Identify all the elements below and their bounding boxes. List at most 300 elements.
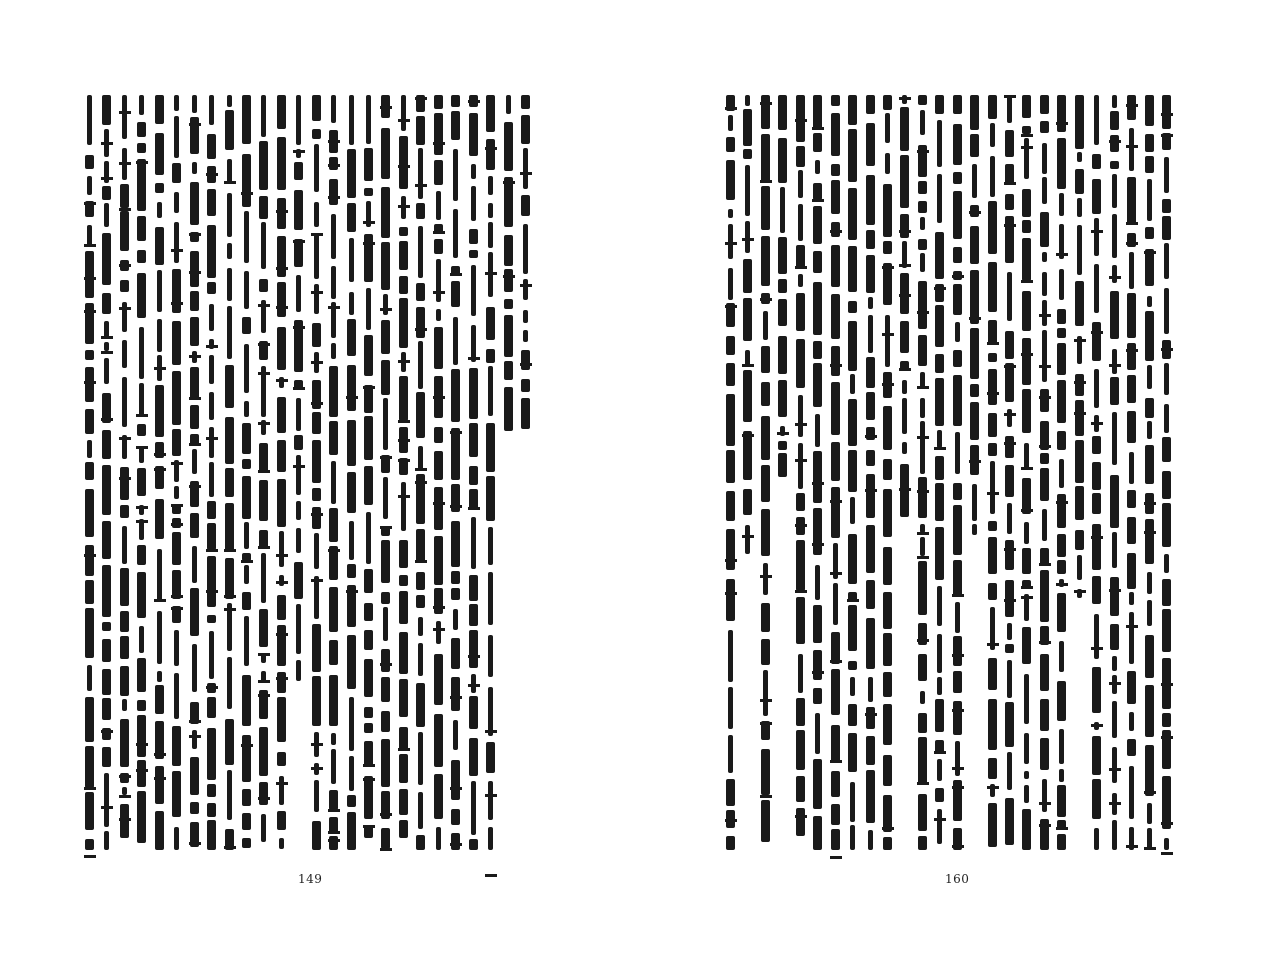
text-stroke — [451, 571, 460, 585]
text-stroke — [314, 233, 319, 279]
text-stroke — [102, 747, 111, 767]
text-stroke — [813, 133, 822, 152]
text-stroke — [329, 640, 338, 665]
text-stroke — [192, 730, 197, 749]
text-stroke — [1162, 776, 1171, 829]
text-mark — [171, 523, 183, 526]
right-text-column — [1159, 95, 1175, 850]
text-stroke — [745, 525, 750, 555]
text-mark — [189, 123, 201, 126]
text-stroke — [848, 129, 857, 182]
text-mark — [830, 856, 842, 859]
text-mark — [84, 277, 96, 280]
text-stroke — [192, 162, 197, 174]
text-mark — [969, 460, 981, 463]
text-stroke — [726, 450, 735, 484]
text-stroke — [504, 299, 513, 310]
text-stroke — [953, 375, 962, 427]
text-stroke — [155, 685, 164, 713]
text-mark — [206, 437, 218, 440]
text-mark — [899, 97, 911, 100]
text-stroke — [190, 757, 199, 795]
text-stroke — [434, 95, 443, 109]
left-text-column — [239, 95, 255, 850]
text-stroke — [850, 374, 855, 394]
text-stroke — [155, 95, 164, 124]
text-stroke — [364, 466, 373, 505]
text-stroke — [523, 279, 528, 300]
text-mark — [899, 264, 911, 267]
text-stroke — [137, 658, 146, 692]
text-stroke — [726, 160, 735, 199]
text-mark — [1161, 348, 1173, 351]
text-stroke — [1005, 644, 1014, 653]
text-stroke — [918, 836, 927, 850]
text-stroke — [1112, 95, 1117, 108]
text-stroke — [743, 149, 752, 158]
text-stroke — [1112, 412, 1117, 465]
text-stroke — [418, 446, 423, 470]
text-mark — [380, 106, 392, 109]
text-stroke — [366, 95, 371, 144]
text-stroke — [988, 658, 997, 690]
text-mark — [1021, 509, 1033, 512]
text-stroke — [920, 398, 925, 417]
text-stroke — [1127, 517, 1136, 544]
text-mark — [311, 513, 323, 516]
text-stroke — [207, 189, 216, 216]
text-stroke — [848, 450, 857, 491]
text-stroke — [122, 95, 127, 139]
text-mark — [206, 549, 218, 552]
right-text-block — [723, 95, 1175, 850]
text-mark — [1126, 242, 1138, 245]
text-mark — [1109, 276, 1121, 279]
text-stroke — [259, 279, 268, 292]
text-stroke — [486, 423, 495, 472]
text-mark — [1004, 548, 1016, 551]
text-mark — [1004, 182, 1016, 185]
text-stroke — [988, 583, 997, 599]
text-stroke — [813, 363, 822, 407]
text-stroke — [988, 320, 997, 345]
text-stroke — [1057, 681, 1066, 721]
text-mark — [865, 713, 877, 716]
text-stroke — [831, 669, 840, 715]
text-stroke — [329, 508, 338, 543]
text-mark — [189, 720, 201, 723]
text-stroke — [436, 621, 441, 644]
text-stroke — [314, 284, 319, 313]
text-stroke — [120, 666, 129, 696]
text-stroke — [102, 565, 111, 616]
text-stroke — [1057, 309, 1066, 324]
text-stroke — [1127, 233, 1136, 248]
text-stroke — [207, 820, 216, 850]
text-stroke — [244, 271, 249, 309]
text-stroke — [883, 406, 892, 450]
text-mark — [171, 462, 183, 465]
text-stroke — [1022, 291, 1031, 331]
text-stroke — [416, 392, 425, 439]
text-mark — [189, 443, 201, 446]
text-stroke — [174, 673, 179, 719]
text-stroke — [418, 148, 423, 200]
text-mark — [725, 242, 737, 245]
text-stroke — [1059, 459, 1064, 488]
text-stroke — [953, 284, 962, 315]
text-stroke — [486, 95, 495, 132]
text-stroke — [1092, 462, 1101, 490]
text-stroke — [279, 776, 284, 806]
text-stroke — [312, 676, 321, 727]
text-stroke — [988, 803, 997, 847]
text-stroke — [172, 163, 181, 183]
text-stroke — [850, 782, 855, 822]
text-mark — [882, 266, 894, 269]
text-stroke — [935, 95, 944, 114]
text-mark — [433, 502, 445, 505]
text-stroke — [813, 759, 822, 809]
text-stroke — [157, 549, 162, 602]
left-text-column — [448, 95, 464, 850]
text-stroke — [988, 369, 997, 405]
text-stroke — [261, 222, 266, 269]
left-text-column — [501, 95, 517, 850]
text-stroke — [868, 830, 873, 850]
text-stroke — [848, 321, 857, 371]
text-stroke — [102, 430, 111, 459]
text-mark — [468, 507, 480, 510]
text-stroke — [1005, 194, 1014, 210]
text-stroke — [883, 547, 892, 585]
text-mark — [952, 845, 964, 848]
text-stroke — [1092, 154, 1101, 169]
text-mark — [328, 140, 340, 143]
text-stroke — [521, 195, 530, 216]
text-stroke — [364, 385, 373, 413]
text-stroke — [418, 617, 423, 636]
text-mark — [224, 846, 236, 849]
text-stroke — [85, 697, 94, 743]
text-stroke — [831, 113, 840, 156]
text-stroke — [778, 380, 787, 418]
text-stroke — [1075, 440, 1084, 483]
text-mark — [503, 275, 515, 278]
text-mark — [1091, 724, 1103, 727]
text-mark — [520, 363, 532, 366]
text-stroke — [935, 305, 944, 347]
text-stroke — [471, 164, 476, 179]
text-stroke — [796, 146, 805, 167]
text-mark — [725, 592, 737, 595]
text-stroke — [1164, 838, 1169, 850]
text-mark — [154, 599, 166, 602]
text-mark — [847, 599, 859, 602]
text-stroke — [329, 421, 338, 455]
text-mark — [917, 532, 929, 535]
text-mark — [154, 468, 166, 471]
text-mark — [725, 305, 737, 308]
text-stroke — [227, 657, 232, 709]
text-mark — [1074, 412, 1086, 415]
text-stroke — [778, 453, 787, 477]
text-stroke — [259, 609, 268, 647]
right-text-column — [1072, 95, 1088, 850]
text-stroke — [488, 176, 493, 195]
text-stroke — [761, 465, 770, 502]
text-stroke — [259, 443, 268, 473]
text-stroke — [796, 339, 805, 388]
text-mark — [328, 831, 340, 834]
text-stroke — [416, 835, 425, 850]
text-mark — [415, 328, 427, 331]
text-stroke — [85, 409, 94, 435]
text-stroke — [174, 116, 179, 158]
text-stroke — [242, 95, 251, 144]
text-mark — [363, 764, 375, 767]
text-stroke — [434, 487, 443, 531]
text-stroke — [366, 288, 371, 330]
text-stroke — [504, 269, 513, 293]
text-stroke — [796, 540, 805, 592]
text-stroke — [918, 95, 927, 105]
text-stroke — [155, 385, 164, 437]
text-stroke — [434, 714, 443, 767]
text-stroke — [937, 174, 942, 223]
text-mark — [1056, 122, 1068, 125]
text-stroke — [883, 755, 892, 786]
text-stroke — [381, 187, 390, 238]
text-stroke — [1162, 503, 1171, 547]
text-stroke — [381, 128, 390, 180]
text-stroke — [726, 491, 735, 520]
left-text-column — [396, 95, 412, 850]
text-stroke — [120, 505, 129, 518]
text-stroke — [1042, 779, 1047, 812]
text-stroke — [277, 752, 286, 767]
text-mark — [311, 767, 323, 770]
text-mark — [830, 760, 842, 763]
text-mark — [865, 435, 877, 438]
text-stroke — [451, 111, 460, 141]
text-mark — [1004, 413, 1016, 416]
text-stroke — [1059, 193, 1064, 216]
text-mark — [415, 481, 427, 484]
right-page — [633, 0, 1265, 978]
text-mark — [119, 307, 131, 310]
right-text-column — [967, 95, 983, 850]
text-stroke — [831, 346, 840, 376]
text-stroke — [434, 160, 443, 185]
text-stroke — [1024, 785, 1029, 802]
text-stroke — [296, 95, 301, 145]
left-text-column — [117, 95, 133, 850]
text-mark — [276, 379, 288, 382]
text-stroke — [314, 533, 319, 569]
text-stroke — [833, 583, 838, 624]
text-stroke — [1022, 548, 1031, 574]
text-stroke — [920, 691, 925, 703]
text-mark — [1074, 339, 1086, 342]
text-stroke — [137, 715, 146, 757]
text-stroke — [469, 604, 478, 626]
text-mark — [136, 414, 148, 417]
text-stroke — [1007, 623, 1012, 640]
left-page — [0, 0, 632, 978]
text-mark — [189, 355, 201, 358]
text-stroke — [831, 180, 840, 214]
text-stroke — [990, 123, 995, 148]
text-stroke — [726, 394, 735, 446]
text-stroke — [1022, 809, 1031, 850]
text-mark — [189, 735, 201, 738]
text-stroke — [988, 262, 997, 312]
text-stroke — [1042, 143, 1047, 174]
left-text-column — [291, 95, 307, 850]
text-stroke — [85, 545, 94, 576]
text-stroke — [451, 521, 460, 567]
text-mark — [1056, 583, 1068, 586]
text-mark — [101, 142, 113, 145]
text-stroke — [813, 605, 822, 643]
text-mark — [119, 477, 131, 480]
text-stroke — [1164, 404, 1169, 432]
text-mark — [276, 267, 288, 270]
text-stroke — [728, 209, 733, 218]
text-stroke — [953, 560, 962, 597]
left-text-block — [82, 95, 534, 850]
text-mark — [119, 775, 131, 778]
text-stroke — [988, 521, 997, 532]
text-stroke — [225, 558, 234, 599]
text-mark — [742, 434, 754, 437]
text-stroke — [329, 179, 338, 205]
text-stroke — [1040, 468, 1049, 501]
text-stroke — [137, 159, 146, 211]
text-mark — [1004, 224, 1016, 227]
text-mark — [258, 372, 270, 375]
text-stroke — [1094, 614, 1099, 659]
text-stroke — [471, 517, 476, 569]
text-stroke — [225, 365, 234, 408]
text-stroke — [813, 251, 822, 274]
text-mark — [276, 554, 288, 557]
text-mark — [433, 231, 445, 234]
text-stroke — [1094, 218, 1099, 256]
text-stroke — [277, 479, 286, 528]
text-mark — [346, 590, 358, 593]
text-stroke — [866, 450, 875, 466]
left-text-column — [483, 95, 499, 850]
text-mark — [882, 827, 894, 830]
text-stroke — [1057, 380, 1066, 423]
text-mark — [328, 809, 340, 812]
text-stroke — [815, 160, 820, 174]
text-stroke — [207, 697, 216, 718]
right-text-column — [1002, 95, 1018, 850]
text-stroke — [207, 784, 216, 797]
text-stroke — [743, 259, 752, 292]
text-stroke — [1127, 490, 1136, 508]
text-stroke — [953, 124, 962, 165]
text-stroke — [172, 726, 181, 766]
text-stroke — [1127, 739, 1136, 756]
text-mark — [380, 848, 392, 851]
text-stroke — [416, 529, 425, 562]
text-stroke — [469, 368, 478, 419]
text-mark — [119, 437, 131, 440]
text-mark — [760, 180, 772, 183]
text-stroke — [155, 499, 164, 539]
text-stroke — [918, 561, 927, 615]
text-stroke — [813, 341, 822, 359]
left-text-column — [256, 95, 272, 850]
text-mark — [101, 177, 113, 180]
text-stroke — [521, 398, 530, 430]
text-stroke — [279, 531, 284, 567]
text-stroke — [988, 201, 997, 254]
text-stroke — [883, 241, 892, 254]
left-text-column — [169, 95, 185, 850]
text-stroke — [761, 603, 770, 632]
text-stroke — [504, 361, 513, 380]
text-mark — [934, 447, 946, 450]
text-stroke — [102, 639, 111, 663]
text-stroke — [242, 154, 251, 207]
right-text-column — [863, 95, 879, 850]
text-stroke — [469, 575, 478, 601]
text-mark — [899, 368, 911, 371]
text-stroke — [1164, 554, 1169, 573]
text-stroke — [988, 699, 997, 749]
text-mark — [899, 488, 911, 491]
text-stroke — [364, 603, 373, 621]
left-text-column — [152, 95, 168, 850]
text-stroke — [918, 794, 927, 831]
text-stroke — [900, 107, 909, 151]
text-stroke — [763, 311, 768, 339]
text-stroke — [312, 488, 321, 501]
text-stroke — [137, 122, 146, 138]
text-stroke — [1112, 701, 1117, 737]
text-stroke — [848, 399, 857, 446]
text-mark — [1161, 822, 1173, 825]
text-stroke — [488, 203, 493, 218]
text-stroke — [259, 530, 268, 547]
text-stroke — [1112, 747, 1117, 784]
text-stroke — [902, 380, 907, 394]
text-mark — [1039, 824, 1051, 827]
text-stroke — [796, 493, 805, 510]
text-stroke — [172, 532, 181, 565]
right-text-column — [1089, 95, 1105, 850]
text-mark — [987, 492, 999, 495]
text-stroke — [242, 838, 251, 849]
text-stroke — [85, 489, 94, 537]
text-mark — [882, 383, 894, 386]
text-stroke — [831, 804, 840, 825]
text-stroke — [137, 468, 146, 497]
text-stroke — [920, 217, 925, 230]
text-stroke — [1147, 600, 1152, 626]
text-stroke — [190, 251, 199, 287]
text-mark — [398, 420, 410, 423]
text-stroke — [207, 615, 216, 623]
text-stroke — [1164, 363, 1169, 395]
text-stroke — [883, 184, 892, 238]
text-stroke — [192, 95, 197, 113]
